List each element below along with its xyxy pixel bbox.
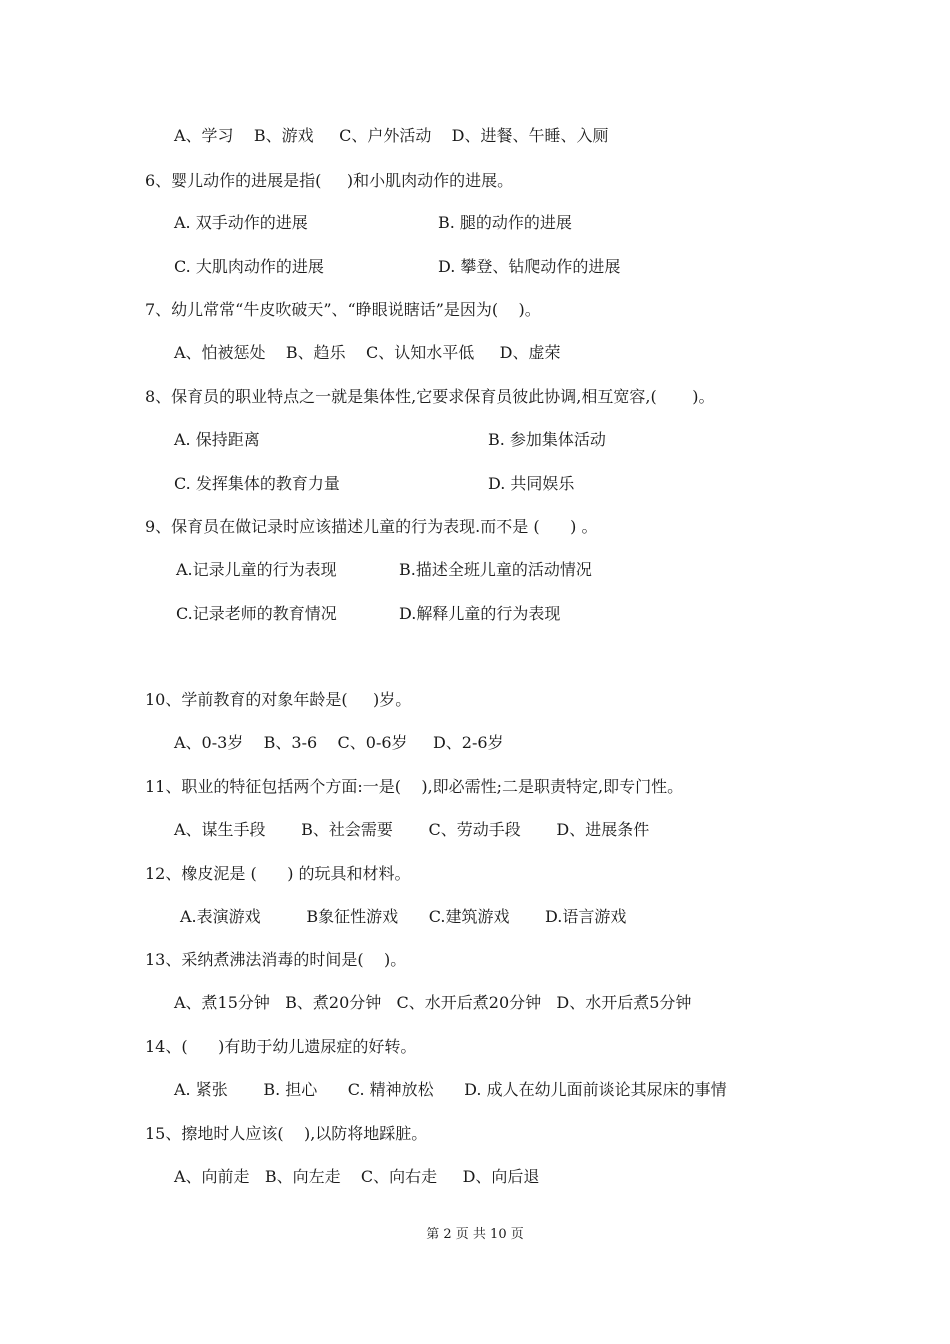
q11-stem: 11、职业的特征包括两个方面:一是( ),即必需性;二是职责特定,即专门性。 — [145, 777, 684, 796]
q7-stem: 7、幼儿常常“牛皮吹破天”、“睁眼说瞎话”是因为( )。 — [145, 300, 541, 319]
page-footer: 第 2 页 共 10 页 — [426, 1227, 524, 1242]
q10-options: A、0-3岁 B、3-6 C、0-6岁 D、2-6岁 — [174, 733, 504, 752]
q6-option-a: A. 双手动作的进展 — [174, 213, 308, 232]
q12-stem: 12、橡皮泥是 ( ) 的玩具和材料。 — [145, 864, 411, 883]
q8-option-b: B. 参加集体活动 — [488, 430, 606, 449]
q5-options: A、学习 B、游戏 C、户外活动 D、进餐、午睡、入厕 — [174, 126, 609, 145]
q9-option-a: A.记录儿童的行为表现 — [176, 560, 337, 579]
q13-stem: 13、采纳煮沸法消毒的时间是( )。 — [145, 950, 407, 969]
q9-stem: 9、保育员在做记录时应该描述儿童的行为表现.而不是 ( ) 。 — [145, 517, 598, 536]
q15-stem: 15、擦地时人应该( ),以防将地踩脏。 — [145, 1124, 428, 1143]
q14-options: A. 紧张 B. 担心 C. 精神放松 D. 成人在幼儿面前谈论其尿床的事情 — [174, 1080, 727, 1099]
q9-option-b: B.描述全班儿童的活动情况 — [399, 560, 592, 579]
q6-stem: 6、婴儿动作的进展是指( )和小肌肉动作的进展。 — [145, 171, 514, 190]
q8-option-a: A. 保持距离 — [174, 430, 260, 449]
q8-option-d: D. 共同娱乐 — [488, 474, 575, 493]
q7-options: A、怕被惩处 B、趋乐 C、认知水平低 D、虚荣 — [174, 343, 561, 362]
q13-options: A、煮15分钟 B、煮20分钟 C、水开后煮20分钟 D、水开后煮5分钟 — [174, 993, 692, 1012]
q10-stem: 10、学前教育的对象年龄是( )岁。 — [145, 690, 412, 709]
q9-option-d: D.解释儿童的行为表现 — [399, 604, 561, 623]
q9-option-c: C.记录老师的教育情况 — [176, 604, 337, 623]
q14-stem: 14、( )有助于幼儿遗尿症的好转。 — [145, 1037, 417, 1056]
q6-option-b: B. 腿的动作的进展 — [438, 213, 572, 232]
q15-options: A、向前走 B、向左走 C、向右走 D、向后退 — [174, 1167, 540, 1186]
q11-options: A、谋生手段 B、社会需要 C、劳动手段 D、进展条件 — [174, 820, 650, 839]
q6-option-d: D. 攀登、钻爬动作的进展 — [438, 257, 621, 276]
q12-options: A.表演游戏 B象征性游戏 C.建筑游戏 D.语言游戏 — [180, 907, 627, 926]
q8-option-c: C. 发挥集体的教育力量 — [174, 474, 340, 493]
q6-option-c: C. 大肌肉动作的进展 — [174, 257, 324, 276]
q8-stem: 8、保育员的职业特点之一就是集体性,它要求保育员彼此协调,相互宽容,( )。 — [145, 387, 715, 406]
